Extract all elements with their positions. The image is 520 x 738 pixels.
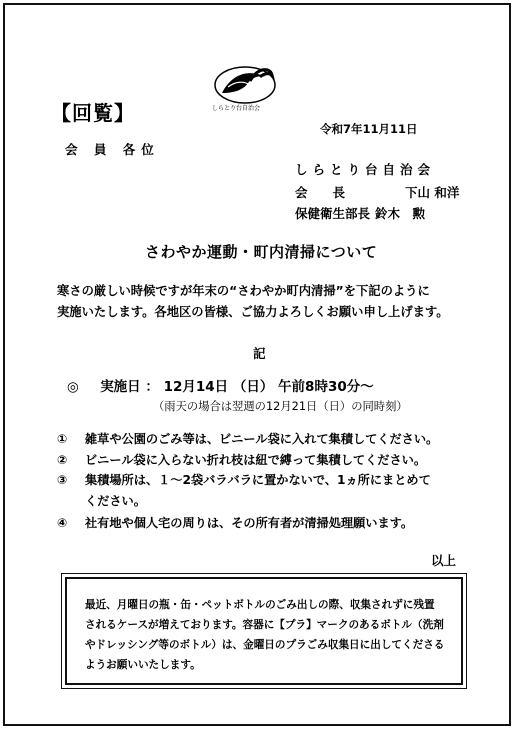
event-date-line <box>67 375 374 395</box>
association-logo <box>210 63 280 115</box>
sender-name-chair: 下山 和洋 <box>405 185 460 200</box>
issue-date: 令和7年11月11日 <box>320 122 418 136</box>
notice-box <box>65 577 463 685</box>
intro-line-2: 実施いたします。各地区の皆様、ご協力よろしくお願い申し上げます。 <box>57 305 449 319</box>
swan-logo-icon <box>210 63 280 105</box>
sender-name-health: 鈴木 勲 <box>375 206 426 221</box>
item-text: 集積場所は、１～2袋バラバラに置かないで、1ヵ所にまとめて <box>85 473 431 487</box>
notice-line-4: ようお願いいたします。 <box>85 659 201 671</box>
document-title: さわやか運動・町内清掃について <box>145 243 378 261</box>
list-item-continuation: ください。 <box>85 494 146 508</box>
list-item <box>57 471 431 488</box>
item-number: ④ <box>57 516 68 530</box>
list-item <box>57 451 426 468</box>
ki-heading: 記 <box>253 346 266 361</box>
intro-line-1: 寒さの厳しい時候ですが年末の“さわやか町内清掃”を下記のように <box>57 284 430 298</box>
sender-role-health: 保健衛生部長 <box>295 206 371 221</box>
rain-date-note: （雨天の場合は翌週の12月21日（日）の同時刻） <box>153 400 408 413</box>
item-text: 雑草や公園のごみ等は、ビニール袋に入れて集積してください。 <box>85 432 439 446</box>
notice-line-1: 最近、月曜日の瓶・缶・ペットボトルのごみ出しの際、収集されずに残置 <box>85 599 435 611</box>
notice-line-2: されるケースが増えております。容器に【プラ】マークのあるボトル（洗剤 <box>85 619 444 631</box>
sender-organization: しらとり台自治会 <box>295 162 436 177</box>
closing-ijo: 以上 <box>431 553 457 568</box>
list-item <box>57 514 413 531</box>
event-date-text: 実施日 ： 12月14日 （日） 午前8時30分～ <box>100 379 374 395</box>
circular-notice-page <box>3 3 511 726</box>
item-text: 社有地や個人宅の周りは、その所有者が清掃処理願います。 <box>85 516 414 530</box>
kairan-label: 【回覧】 <box>51 101 135 125</box>
double-circle-icon: ◎ <box>67 379 79 395</box>
notice-line-3: やドレッシング等のボトル）は、金曜日のプラごみ収集日に出してくださる <box>85 639 445 651</box>
item-number: ② <box>57 453 68 467</box>
sender-role-chair: 会 長 <box>295 185 346 200</box>
addressee: 会 員 各位 <box>65 142 160 157</box>
list-item <box>57 430 438 447</box>
item-text: ビニール袋に入らない折れ枝は紐で縛って集積してください。 <box>85 453 427 467</box>
item-number: ③ <box>57 473 68 487</box>
logo-caption: しらとり台自治会 <box>212 105 261 112</box>
item-number: ① <box>57 432 68 446</box>
